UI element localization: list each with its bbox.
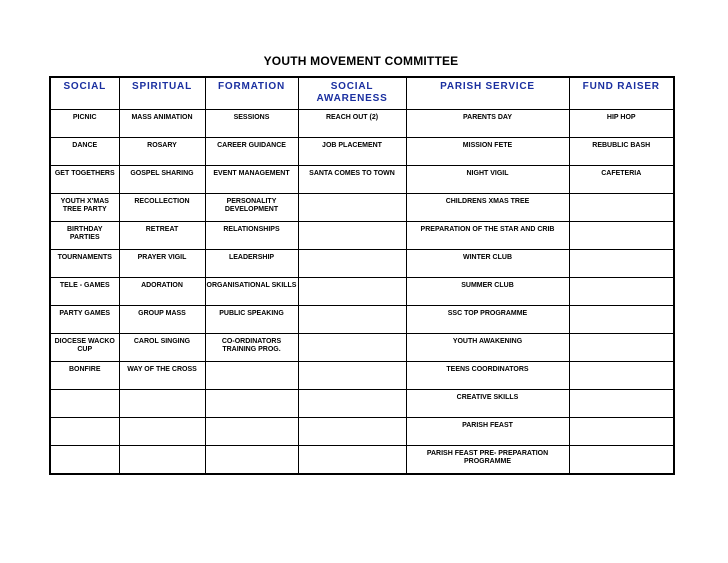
table-cell: PERSONALITY DEVELOPMENT: [205, 194, 298, 222]
table-row: [50, 446, 674, 475]
table-cell: CAREER GUIDANCE: [205, 138, 298, 166]
table-row: [50, 334, 674, 362]
table-cell: CHILDRENS XMAS TREE: [406, 194, 569, 222]
column-header-parish-service: PARISH SERVICE: [406, 77, 569, 110]
table-cell: [569, 194, 674, 222]
table-cell: PARISH FEAST: [406, 418, 569, 446]
table-cell: SSC TOP PROGRAMME: [406, 306, 569, 334]
table-row: [50, 110, 674, 138]
table-cell: [298, 418, 406, 446]
table-cell: GOSPEL SHARING: [119, 166, 205, 194]
table-cell: TOURNAMENTS: [50, 250, 119, 278]
table-cell: JOB PLACEMENT: [298, 138, 406, 166]
column-header-social-awareness: SOCIAL AWARENESS: [298, 77, 406, 110]
table-cell: ORGANISATIONAL SKILLS: [205, 278, 298, 306]
table-cell: [50, 418, 119, 446]
table-cell: SUMMER CLUB: [406, 278, 569, 306]
table-row: [50, 418, 674, 446]
table-cell: PRAYER VIGIL: [119, 250, 205, 278]
table-cell: YOUTH AWAKENING: [406, 334, 569, 362]
table-cell: YOUTH X'MAS TREE PARTY: [50, 194, 119, 222]
table-row: [50, 278, 674, 306]
table-cell: CREATIVE SKILLS: [406, 390, 569, 418]
table-cell: BIRTHDAY PARTIES: [50, 222, 119, 250]
table-cell: GET TOGETHERS: [50, 166, 119, 194]
table-row: [50, 138, 674, 166]
table-row: [50, 306, 674, 334]
table-cell: TEENS COORDINATORS: [406, 362, 569, 390]
table-cell: [298, 362, 406, 390]
table-row: [50, 194, 674, 222]
table-cell: [119, 418, 205, 446]
table-cell: CO-ORDINATORS TRAINING PROG.: [205, 334, 298, 362]
table-cell: [569, 362, 674, 390]
table-row: [50, 166, 674, 194]
table-cell: [569, 418, 674, 446]
table-cell: SESSIONS: [205, 110, 298, 138]
table-cell: [119, 446, 205, 475]
column-header-spiritual: SPIRITUAL: [119, 77, 205, 110]
table-cell: CAFETERIA: [569, 166, 674, 194]
table-cell: LEADERSHIP: [205, 250, 298, 278]
page-title: YOUTH MOVEMENT COMMITTEE: [263, 54, 459, 68]
table-cell: RETREAT: [119, 222, 205, 250]
table-cell: CAROL SINGING: [119, 334, 205, 362]
table-cell: HIP HOP: [569, 110, 674, 138]
table-cell: NIGHT VIGIL: [406, 166, 569, 194]
table-row: [50, 222, 674, 250]
table-cell: [569, 250, 674, 278]
table-cell: SANTA COMES TO TOWN: [298, 166, 406, 194]
table-cell: RECOLLECTION: [119, 194, 205, 222]
table-cell: PREPARATION OF THE STAR AND CRIB: [406, 222, 569, 250]
table-cell: [298, 222, 406, 250]
table-cell: ROSARY: [119, 138, 205, 166]
column-header-formation: FORMATION: [205, 77, 298, 110]
table-cell: REBUBLIC BASH: [569, 138, 674, 166]
table-cell: [569, 390, 674, 418]
table-cell: [298, 334, 406, 362]
table-cell: PUBLIC SPEAKING: [205, 306, 298, 334]
column-header-fund-raiser: FUND RAISER: [569, 77, 674, 110]
table-cell: BONFIRE: [50, 362, 119, 390]
table-cell: [569, 306, 674, 334]
table-cell: [298, 446, 406, 475]
table-cell: [569, 334, 674, 362]
table-cell: [569, 278, 674, 306]
table-cell: ADORATION: [119, 278, 205, 306]
table-cell: PICNIC: [50, 110, 119, 138]
table-cell: [298, 390, 406, 418]
table-cell: GROUP MASS: [119, 306, 205, 334]
table-cell: [569, 222, 674, 250]
table-cell: REACH OUT (2): [298, 110, 406, 138]
table-cell: DIOCESE WACKO CUP: [50, 334, 119, 362]
table-cell: [50, 390, 119, 418]
table-cell: [205, 446, 298, 475]
table-cell: [119, 390, 205, 418]
table-cell: [205, 418, 298, 446]
table-row: [50, 390, 674, 418]
table-row: [50, 362, 674, 390]
table-cell: [50, 446, 119, 475]
table-cell: WAY OF THE CROSS: [119, 362, 205, 390]
table-cell: [205, 390, 298, 418]
table-cell: WINTER CLUB: [406, 250, 569, 278]
table-cell: MASS ANIMATION: [119, 110, 205, 138]
column-header-social: SOCIAL: [50, 77, 119, 110]
table-cell: [205, 362, 298, 390]
table-cell: [298, 278, 406, 306]
header-row: [50, 77, 674, 110]
table-cell: DANCE: [50, 138, 119, 166]
table-cell: MISSION FETE: [406, 138, 569, 166]
table-row: [50, 250, 674, 278]
table-cell: PARISH FEAST PRE- PREPARATION PROGRAMME: [406, 446, 569, 475]
table-cell: PARENTS DAY: [406, 110, 569, 138]
table-cell: EVENT MANAGEMENT: [205, 166, 298, 194]
table-cell: PARTY GAMES: [50, 306, 119, 334]
table-cell: RELATIONSHIPS: [205, 222, 298, 250]
table-cell: [298, 194, 406, 222]
table-cell: [569, 446, 674, 475]
table-cell: TELE - GAMES: [50, 278, 119, 306]
table-cell: [298, 306, 406, 334]
committee-table: [49, 76, 675, 475]
table-cell: [298, 250, 406, 278]
